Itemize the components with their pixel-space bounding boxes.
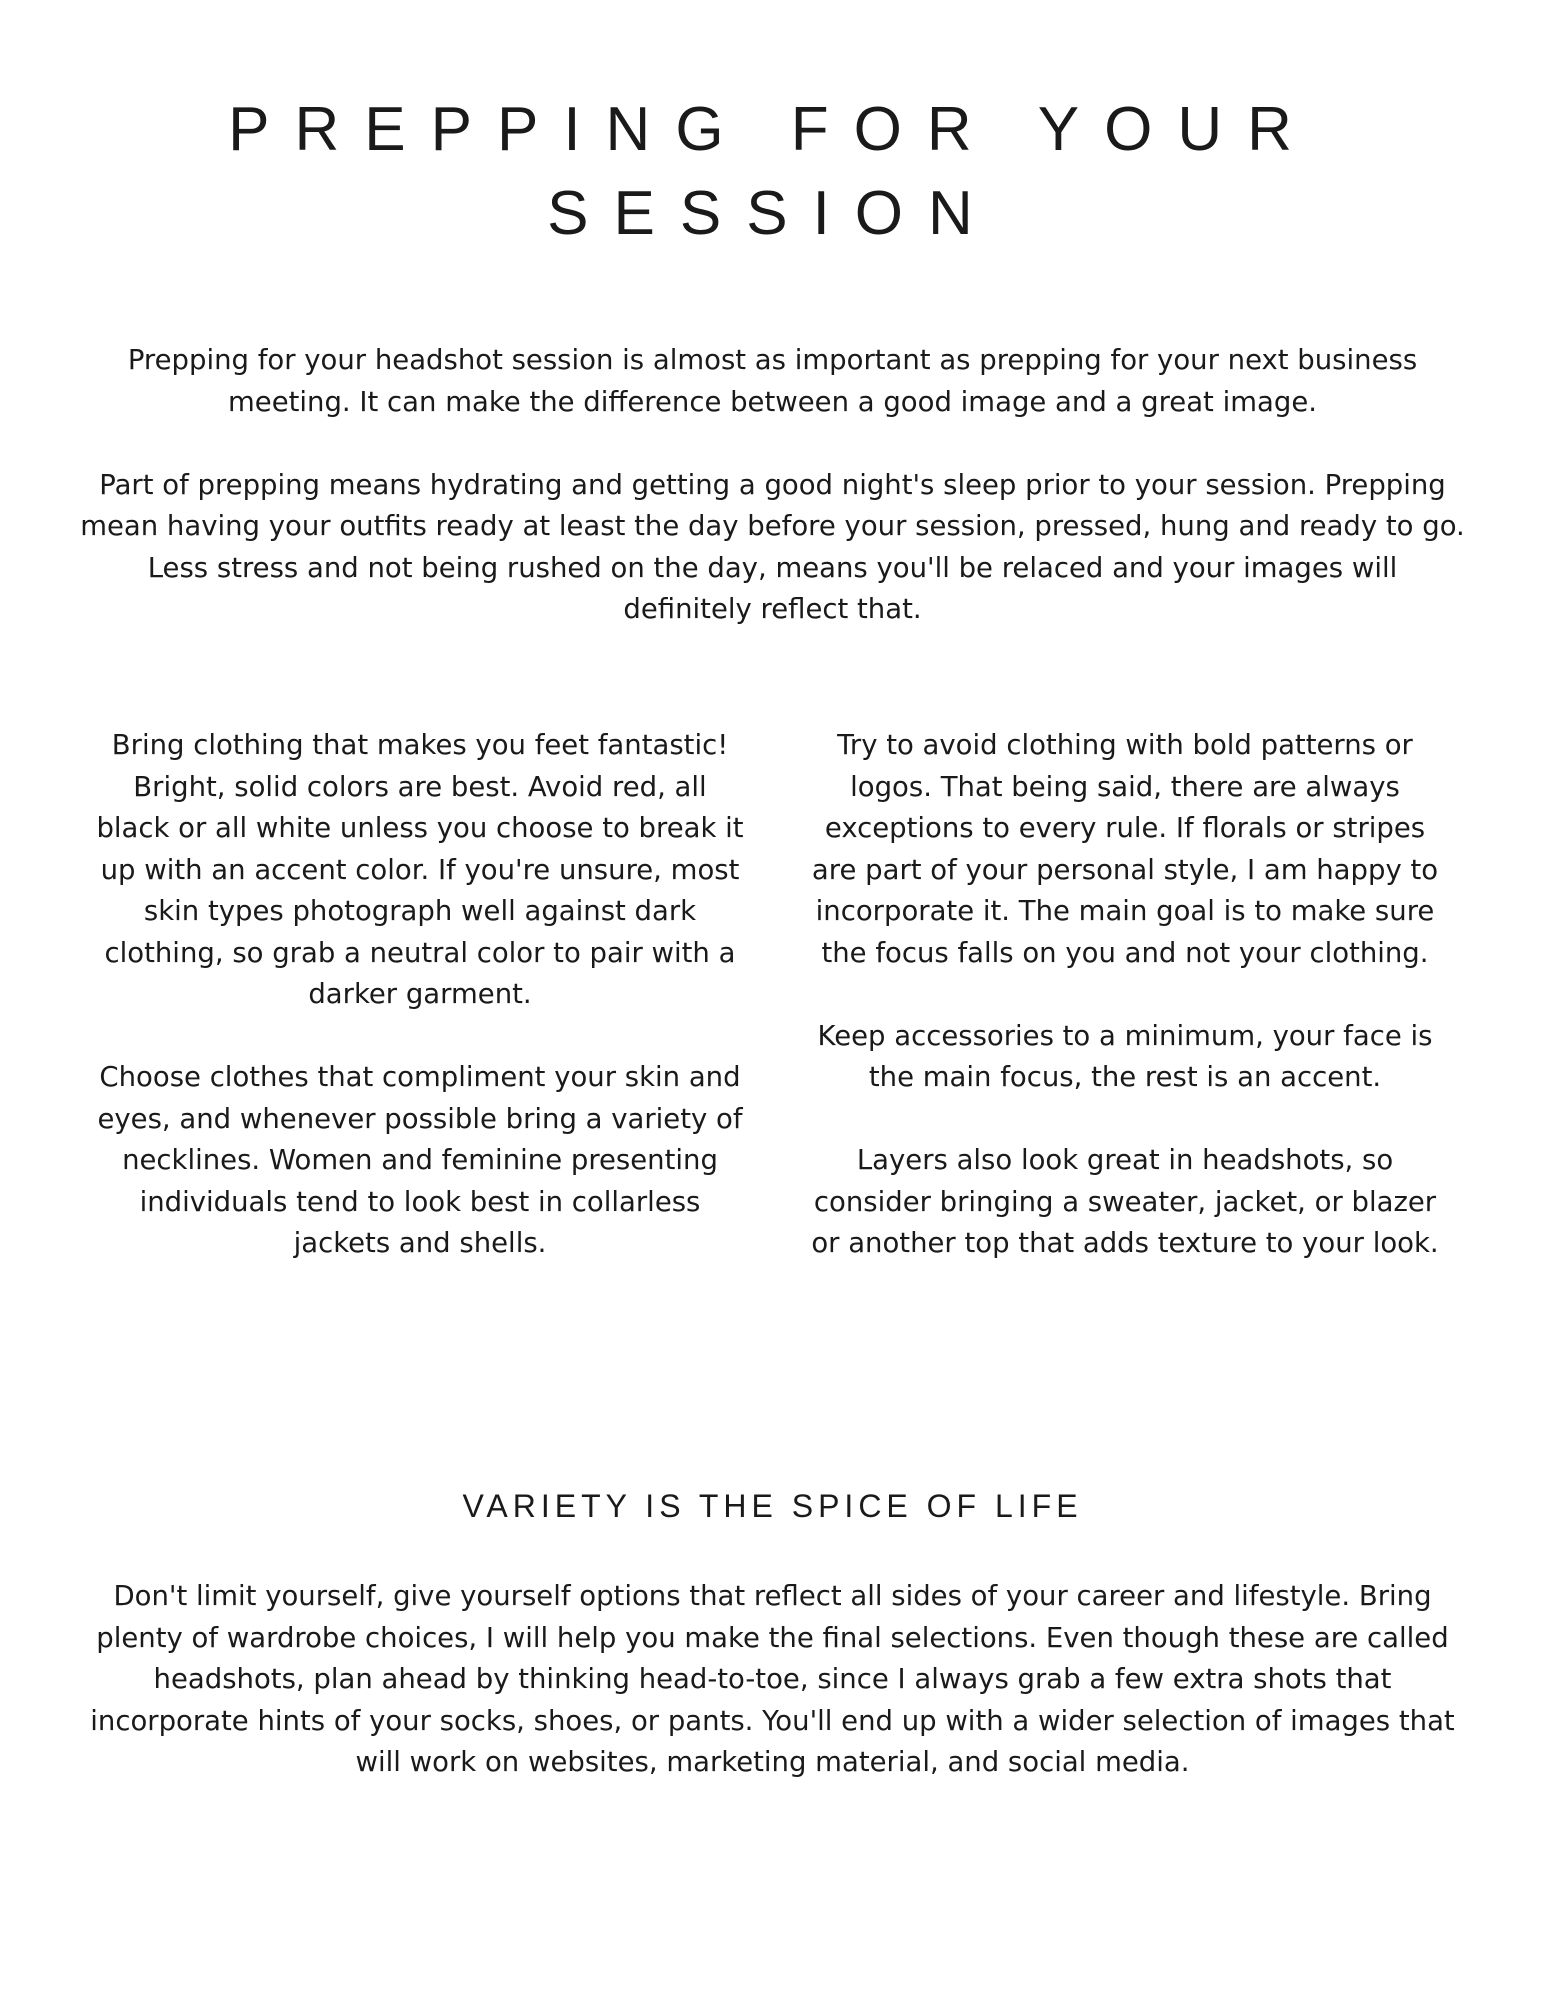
variety-heading: VARIETY IS THE SPICE OF LIFE bbox=[462, 1488, 1083, 1524]
right-column-paragraph: Keep accessories to a minimum, your face is the main focus, the rest is an accent. bbox=[817, 1019, 1433, 1093]
page-title bbox=[0, 88, 1545, 256]
page-title-line-1: PREPPING FOR YOUR bbox=[228, 95, 1317, 164]
intro-paragraph: Part of prepping means hydrating and getting a good night's sleep prior to your session. Prepping mean having your outfits ready at least the day before your session, pressed, hung and ready to go. Less stress and not being rushed on the day, means you'll be relaced and your images will definitely reflect that. bbox=[80, 468, 1465, 625]
left-column bbox=[95, 725, 745, 1306]
right-column-paragraph: Try to avoid clothing with bold patterns or logos. That being said, there are always exceptions to every rule. If florals or stripes are part of your personal style, I am happy to incorporate it. The main goal is to make sure the focus falls on you and not your clothing. bbox=[811, 729, 1439, 969]
variety-paragraph: Don't limit yourself, give yourself options that reflect all sides of your career and lifestyle. Bring plenty of wardrobe choices, I will help you make the final selections. Even though these are called headshots, plan ahead by thinking head-to-toe, since I always grab a few extra shots that incorporate hints of your socks, shoes, or pants. You'll end up with a wider selection of images that will work on websites, marketing material, and social media. bbox=[90, 1580, 1455, 1778]
right-column bbox=[800, 725, 1450, 1306]
left-column-paragraph: Bring clothing that makes you feet fantastic! Bright, solid colors are best. Avoid red, all black or all white unless you choose to break it up with an accent color. If you're unsure, most skin types photograph well against dark clothing, so grab a neutral color to pair with a darker garment. bbox=[96, 729, 744, 1010]
intro-paragraph: Prepping for your headshot session is almost as important as prepping for your next business meeting. It can make the difference between a good image and a great image. bbox=[127, 344, 1418, 418]
page-title-line-2: SESSION bbox=[547, 179, 998, 248]
left-column-paragraph: Choose clothes that compliment your skin and eyes, and whenever possible bring a variety of necklines. Women and feminine presenting individuals tend to look best in collarless jackets and shells. bbox=[97, 1061, 743, 1259]
right-column-paragraph: Layers also look great in headshots, so consider bringing a sweater, jacket, or blazer or another top that adds texture to your look. bbox=[811, 1144, 1439, 1259]
intro-section bbox=[80, 340, 1465, 672]
